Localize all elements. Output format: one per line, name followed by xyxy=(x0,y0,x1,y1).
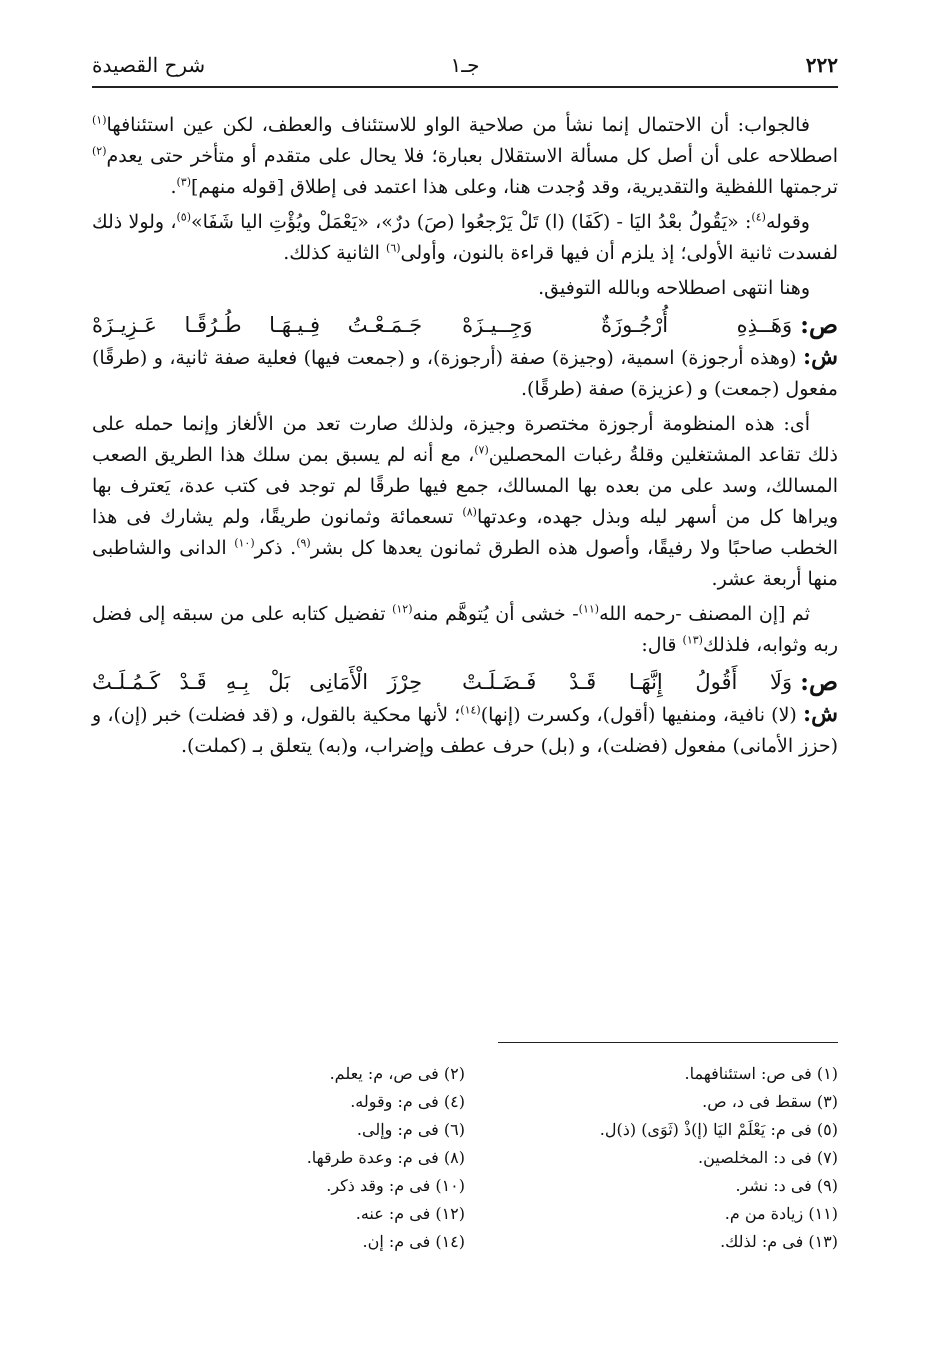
commentary-1: ش: (وهذه أرجوزة) اسمية، (وجيزة) صفة (أرجوزة)، و (جمعت فيها) فعلية صفة ثانية، و (طرقًا) مفعول (جمعت) و (عزيزة) صفة (طرقًا). xyxy=(92,344,838,400)
verse-label: ص: xyxy=(800,310,838,339)
footnote: (٥) فى م: يَعْلَمْ اليَا (إ)ذْ (ثَوَى) (ذ)ل. xyxy=(599,1120,838,1139)
footnote: (٤) فى م: وقوله. xyxy=(350,1092,465,1111)
paragraph-quote: وقوله$^{(٤)}$: «يَقُولُ بعْدُ اليَا - (كَفَا) (ا) تَلْ يَرْجعُوا (صَ) درٌ»، «يَعْمَلْ ويُؤْتِ اليا شَفَا»$^{(٥)}$، ولولا ذلك لفسدت ثانية الأولى؛ إذ يلزم أن فيها قراءة بالنون، وأولى$^{(٦)}$ الثانية كذلك. xyxy=(92,210,838,264)
footnote: (٨) فى م: وعدة طرقها. xyxy=(306,1148,465,1167)
verse-second-hemistich: حِرْزَ الْأَمَانِى بَلْ بِـهِ قَـدْ كَـمُـلَـتْ xyxy=(92,670,423,694)
paragraph-explanation: أى: هذه المنظومة أرجوزة مختصرة وجيزة، ولذلك صارت تعد من الألغاز وإنما حمله على ذلك تقاعد المشتغلين وقلةُ رغبات المحصلين$^{(٧)}$، مع أنه لم يسبق بمن سلك هذا الطريق الصعب المسالك، وسد على من بعده بها المسالك، جمع فيها طرقًا لم توجد فى كتب عدة، يَعترف بها ويراها كل من أسهر ليله وبذل جهده، وعدتها$^{(٨)}$ تسعمائة وثمانون طريقًا، ولم يشارك فى هذا الخطب صاحبًا ولا رفيقًا، وأصول هذه الطرق ثمانون يعدها كل بشر$^{(٩)}$. ذكر$^{(١٠)}$ الدانى والشاطبى منها أربعة عشر. xyxy=(92,413,838,590)
paragraph-author: ثم [إن المصنف -رحمه الله$^{(١١)}$- خشى أن يُتوهَّم منه$^{(١٢)}$ تفضيل كتابه على من سبقه إلى فضل ربه وثوابه، فلذلك$^{(١٣)}$ قال: xyxy=(92,602,838,656)
footnote: (١٤) فى م: إن. xyxy=(362,1232,465,1251)
footnote: (١) فى ص: استئنافهما. xyxy=(684,1064,838,1083)
book-title: شرح القصيدة xyxy=(92,53,206,77)
footnote: (١٢) فى م: عنه. xyxy=(355,1204,465,1223)
footnotes xyxy=(92,1060,838,1256)
verse-label: ص: xyxy=(800,667,838,696)
footnote: (٦) فى م: وإلى. xyxy=(356,1120,465,1139)
footnotes-right-column xyxy=(465,1060,838,1256)
book-page xyxy=(92,40,838,1340)
paragraph-closing: وهنا انتهى اصطلاحه وبالله التوفيق. xyxy=(538,277,810,299)
verse-line-1 xyxy=(92,308,838,342)
footnote: (٣) سقط فى د، ص. xyxy=(702,1092,838,1111)
verse-first-hemistich: وَلَا أَقُولُ إِنَّهَـا قَـدْ فَـضَـلَـتْ xyxy=(462,670,793,694)
footnotes-left-column xyxy=(92,1060,465,1256)
page-number: ٢٢٢ xyxy=(805,53,838,77)
footnote: (١١) زيادة من م. xyxy=(724,1204,838,1223)
footnote: (٢) فى ص، م: يعلم. xyxy=(329,1064,465,1083)
main-text xyxy=(92,110,838,766)
footnote: (١٣) فى م: لذلك. xyxy=(720,1232,838,1251)
footnote: (٧) فى د: المخلصين. xyxy=(697,1148,838,1167)
verse-line-2 xyxy=(92,665,838,699)
verse-first-hemistich: وَهَــذِهِ أُرْجُـوزَةٌ وَجِــيـزَهْ xyxy=(462,313,793,337)
commentary-2: ش: (لا) نافية، ومنفيها (أقول)، وكسرت (إنها)$^{(١٤)}$؛ لأنها محكية بالقول، و (قد فضلت) خبر (إن)، و (حزز الأمانى) مفعول (فضلت)، و (بل) حرف عطف وإضراب، و(به) يتعلق بـ (كملت). xyxy=(92,701,838,757)
verse-second-hemistich: جَـمَـعْـتُ فِـيـهَـا طُـرُقًـا عَـزِيـزَهْ xyxy=(92,313,423,337)
footnote-divider xyxy=(498,1042,838,1043)
footnote: (٩) فى د: نشر. xyxy=(735,1176,838,1195)
running-header xyxy=(92,40,838,88)
volume-label: جـ١ xyxy=(450,53,480,77)
paragraph-answer: فالجواب: أن الاحتمال إنما نشأ من صلاحية الواو للاستئناف والعطف، لكن عين استئنافها$^{(١)}$ اصطلاحه على أن أصل كل مسألة الاستقلال بعبارة؛ فلا يحال على متقدم أو متأخر حتى يعدم$^{(٢)}$ ترجمتها اللفظية والتقديرية، وقد وُجدت هنا، وعلى هذا اعتمد فى إطلاق [قوله منهم]$^{(٣)}$. xyxy=(92,113,838,198)
footnote: (١٠) فى م: وقد ذكر. xyxy=(326,1176,465,1195)
